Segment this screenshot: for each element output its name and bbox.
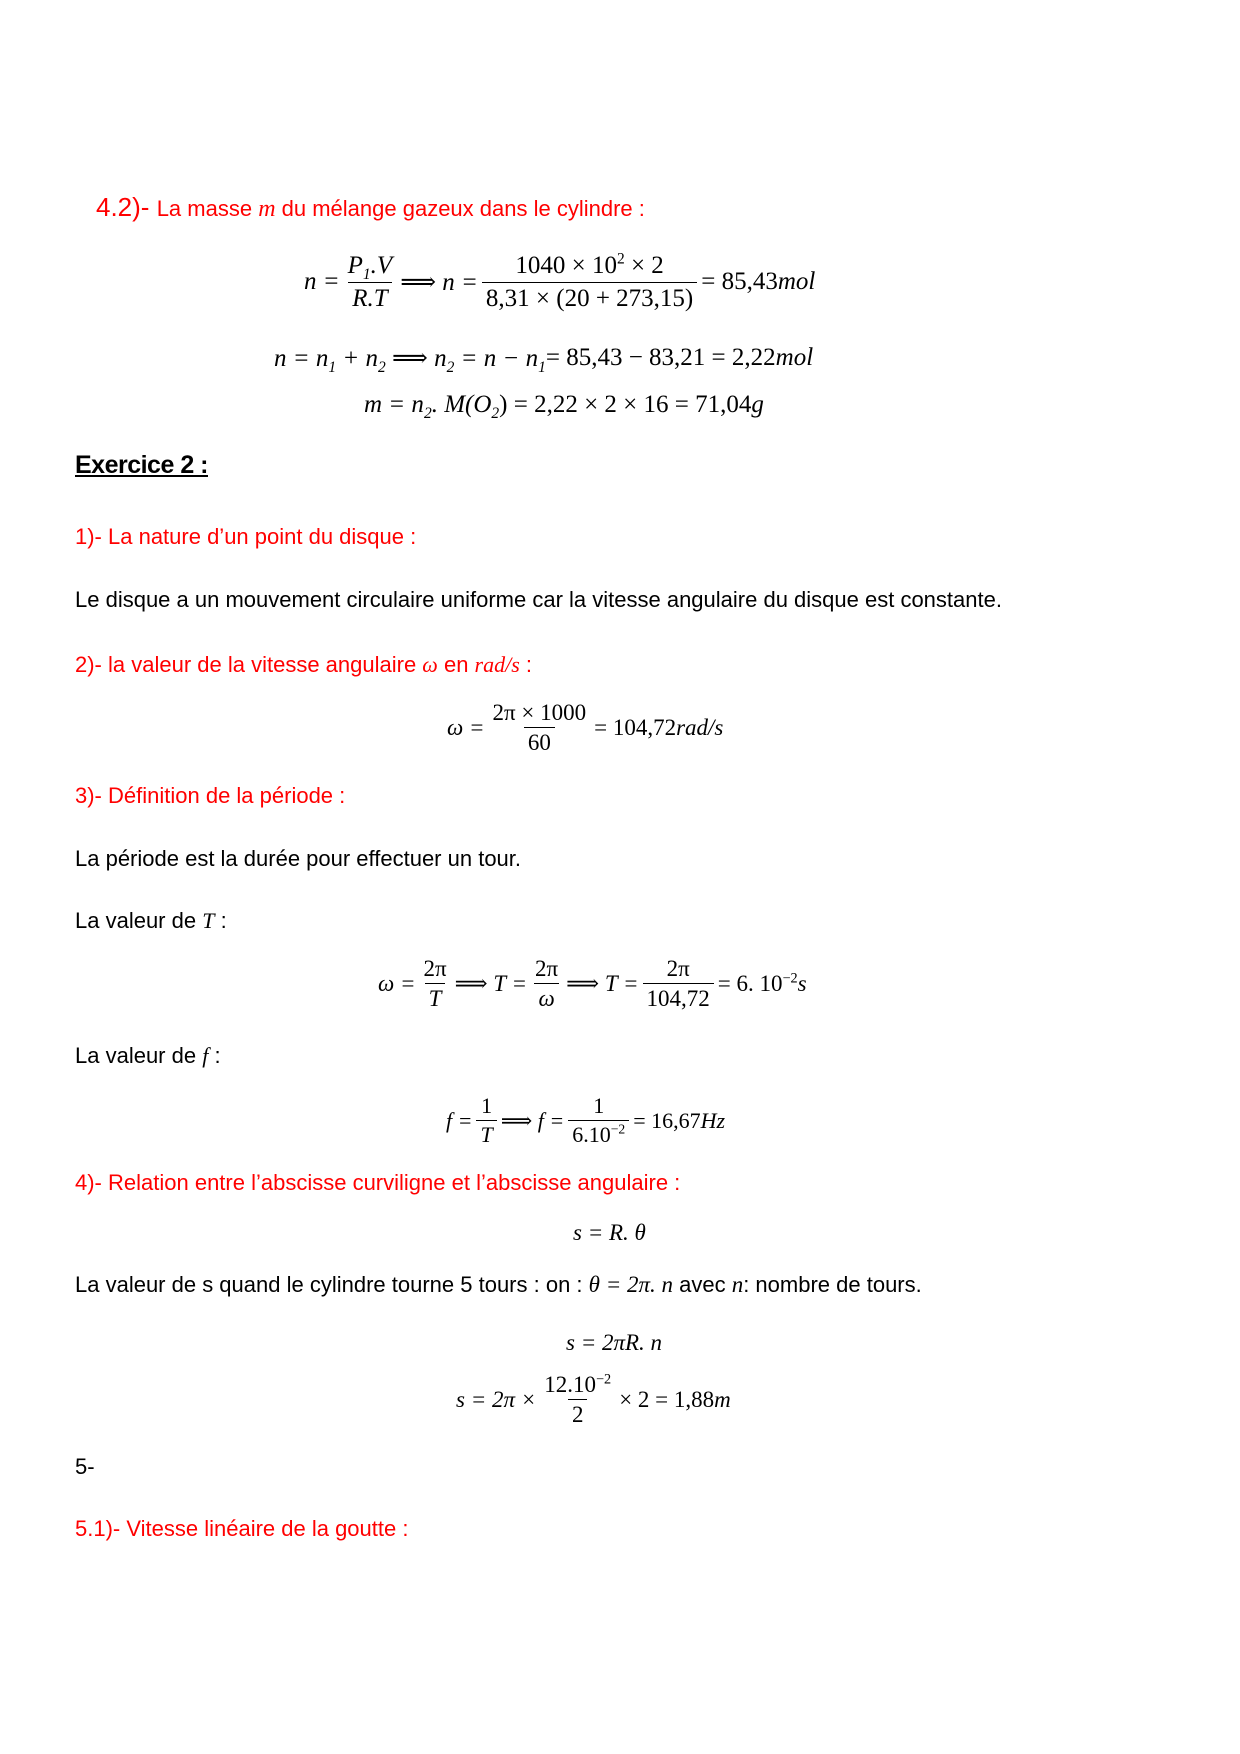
equation-n: n = $\frac{P_1.V}{R.T}$ ⟹ n = $\frac{1040 \times 10^2 \times 2}{8,31 \times (20 + 273,15)}$ = 85,43 mol (304, 250, 816, 312)
fraction-1-period: $\frac{1}{6.10^{-2}}$ (568, 1094, 629, 1147)
answer-4-paragraph: La valeur de s quand le cylindre tourne 5 tours : on : θ = 2π. n avec n: nombre de tours. (75, 1272, 922, 1297)
equation-T: ω = $\frac{2\pi}{T}$ ⟹ T = $\frac{2\pi}{\omega}$ ⟹ T = $\frac{2\pi}{104,72}$ = 6. $10^{-2}$ s (378, 956, 807, 1012)
fraction-radius: $\frac{12.10^{-2}}{2}$ (544, 1371, 612, 1428)
fraction-p1v-rt: $\frac{P_1.V}{R.T}$ (347, 252, 393, 312)
fraction-1-T: $\frac{1}{T}$ (476, 1094, 496, 1147)
label-value-of-T: La valeur de T : (75, 908, 227, 933)
question-3-heading: 3)- Définition de la période : (75, 783, 346, 808)
fraction-2pi-T: $\frac{2\pi}{T}$ (423, 956, 447, 1012)
equation-s-value: s = 2π × $\frac{12.10^{-2}}{2}$ × 2 = 1,88 m (456, 1371, 731, 1428)
equation-m: $m = n_2$. $M(O_2$ ) = 2,22 × 2 × 16 = 71,04 g (364, 391, 764, 422)
question-1-heading: 1)- La nature d’un point du disque : (75, 524, 417, 549)
equation-f: f = $\frac{1}{T}$ ⟹ f = $\frac{1}{6.10^{-2}}$ = 16,67 Hz (446, 1093, 726, 1148)
fraction-2pi-104: $\frac{2\pi}{104,72}$ (643, 956, 714, 1012)
fraction-omega: $\frac{2\pi \times 1000}{60}$ (492, 700, 587, 756)
answer-1-paragraph: Le disque a un mouvement circulaire uniforme car la vitesse angulaire du disque est constante. (75, 587, 1002, 612)
equation-omega: ω = $\frac{2\pi \times 1000}{60}$ = 104,72 rad/s (447, 700, 724, 756)
equation-n2: $n = n_1 + n_2$ ⟹ $n_2 = n - n_1$ = 85,43 − 83,21 = 2,22 mol (274, 344, 814, 376)
question-4-heading: 4)- Relation entre l’abscisse curviligne et l’abscisse angulaire : (75, 1170, 681, 1195)
item-5-label: 5- (75, 1454, 95, 1479)
exercise-title: Exercice 2 : (75, 451, 208, 479)
fraction-2pi-omega: $\frac{2\pi}{\omega}$ (535, 956, 559, 1012)
question-5-1-heading: 5.1)- Vitesse linéaire de la goutte : (75, 1516, 409, 1541)
label-value-of-f: La valeur de f : (75, 1043, 221, 1068)
section-4-2-heading: 4.2)- La masse m du mélange gazeux dans le cylindre : (96, 192, 645, 222)
equation-s-2piRn: s = 2πR. n (566, 1330, 663, 1355)
equation-s: s = R. θ (573, 1220, 646, 1245)
fraction-n-value: $\frac{1040 \times 10^2 \times 2}{8,31 \times (20 + 273,15)}$ (482, 252, 697, 312)
question-2-heading: 2)- la valeur de la vitesse angulaire ω en rad/s : (75, 652, 533, 677)
answer-3-paragraph: La période est la durée pour effectuer un tour. (75, 846, 522, 871)
